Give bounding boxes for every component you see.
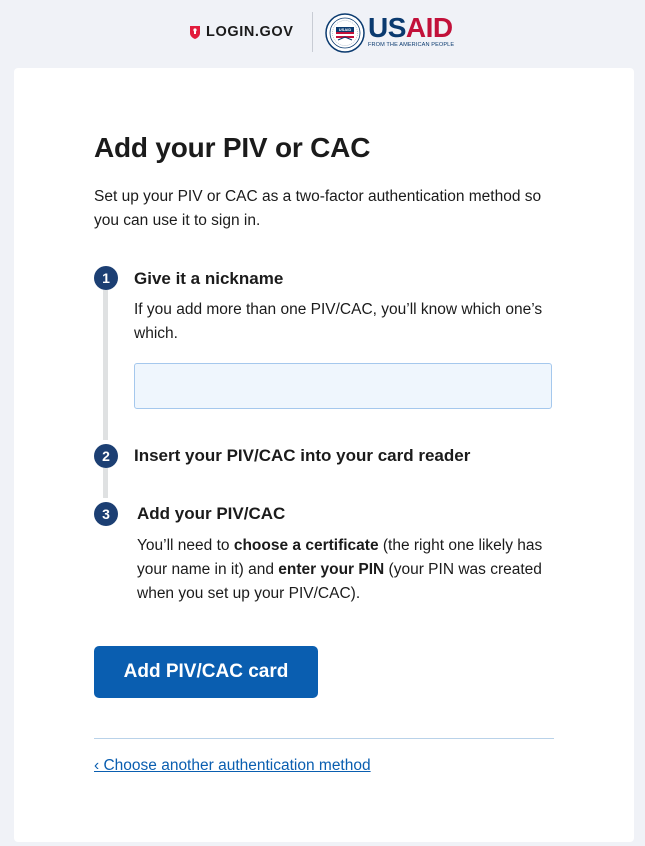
usaid-tagline: FROM THE AMERICAN PEOPLE xyxy=(368,42,455,48)
step-connector-2 xyxy=(103,468,108,498)
usaid-logo[interactable] xyxy=(368,14,454,48)
step-connector-1 xyxy=(103,290,108,440)
login-gov-logo[interactable] xyxy=(189,22,294,42)
add-piv-cac-button[interactable]: Add PIV/CAC card xyxy=(94,646,318,698)
page-intro: Set up your PIV or CAC as a two-factor authentication method so you can use it to sign in. xyxy=(94,188,542,229)
step-title-3: Add your PIV/CAC xyxy=(137,504,286,523)
usaid-wordmark: USAID xyxy=(368,12,453,43)
step-3-text-e: (your PIN was created when you set up your PIV/CAC). xyxy=(137,561,542,602)
main-card xyxy=(14,68,634,842)
seal-label: USAID xyxy=(338,27,352,32)
site-header xyxy=(0,0,645,66)
step-number-3: 3 xyxy=(94,502,118,526)
step-text-1: If you add more than one PIV/CAC, you’ll know which one’s which. xyxy=(134,301,543,342)
usaid-seal-icon xyxy=(325,13,365,53)
choose-another-method-link[interactable]: ‹ Choose another authentication method xyxy=(94,757,371,774)
nickname-input[interactable] xyxy=(134,363,552,409)
step-title-1: Give it a nickname xyxy=(134,269,284,288)
step-number-2: 2 xyxy=(94,444,118,468)
step-number-1: 1 xyxy=(94,266,118,290)
step-3-emphasis-pin: enter your PIN xyxy=(278,561,385,578)
shield-icon xyxy=(189,25,201,40)
step-3-text-a: You’ll need to xyxy=(137,537,234,554)
step-title-2: Insert your PIV/CAC into your card reader xyxy=(134,446,471,465)
step-3-emphasis-certificate: choose a certificate xyxy=(233,537,379,554)
section-divider xyxy=(94,738,554,739)
login-gov-wordmark: LOGIN.GOV xyxy=(206,24,294,40)
step-text-3 xyxy=(137,534,552,606)
step-3-text-c: (the right one likely has your name in it) and xyxy=(137,537,543,578)
header-divider xyxy=(312,12,313,52)
page-title: Add your PIV or CAC xyxy=(94,132,371,163)
